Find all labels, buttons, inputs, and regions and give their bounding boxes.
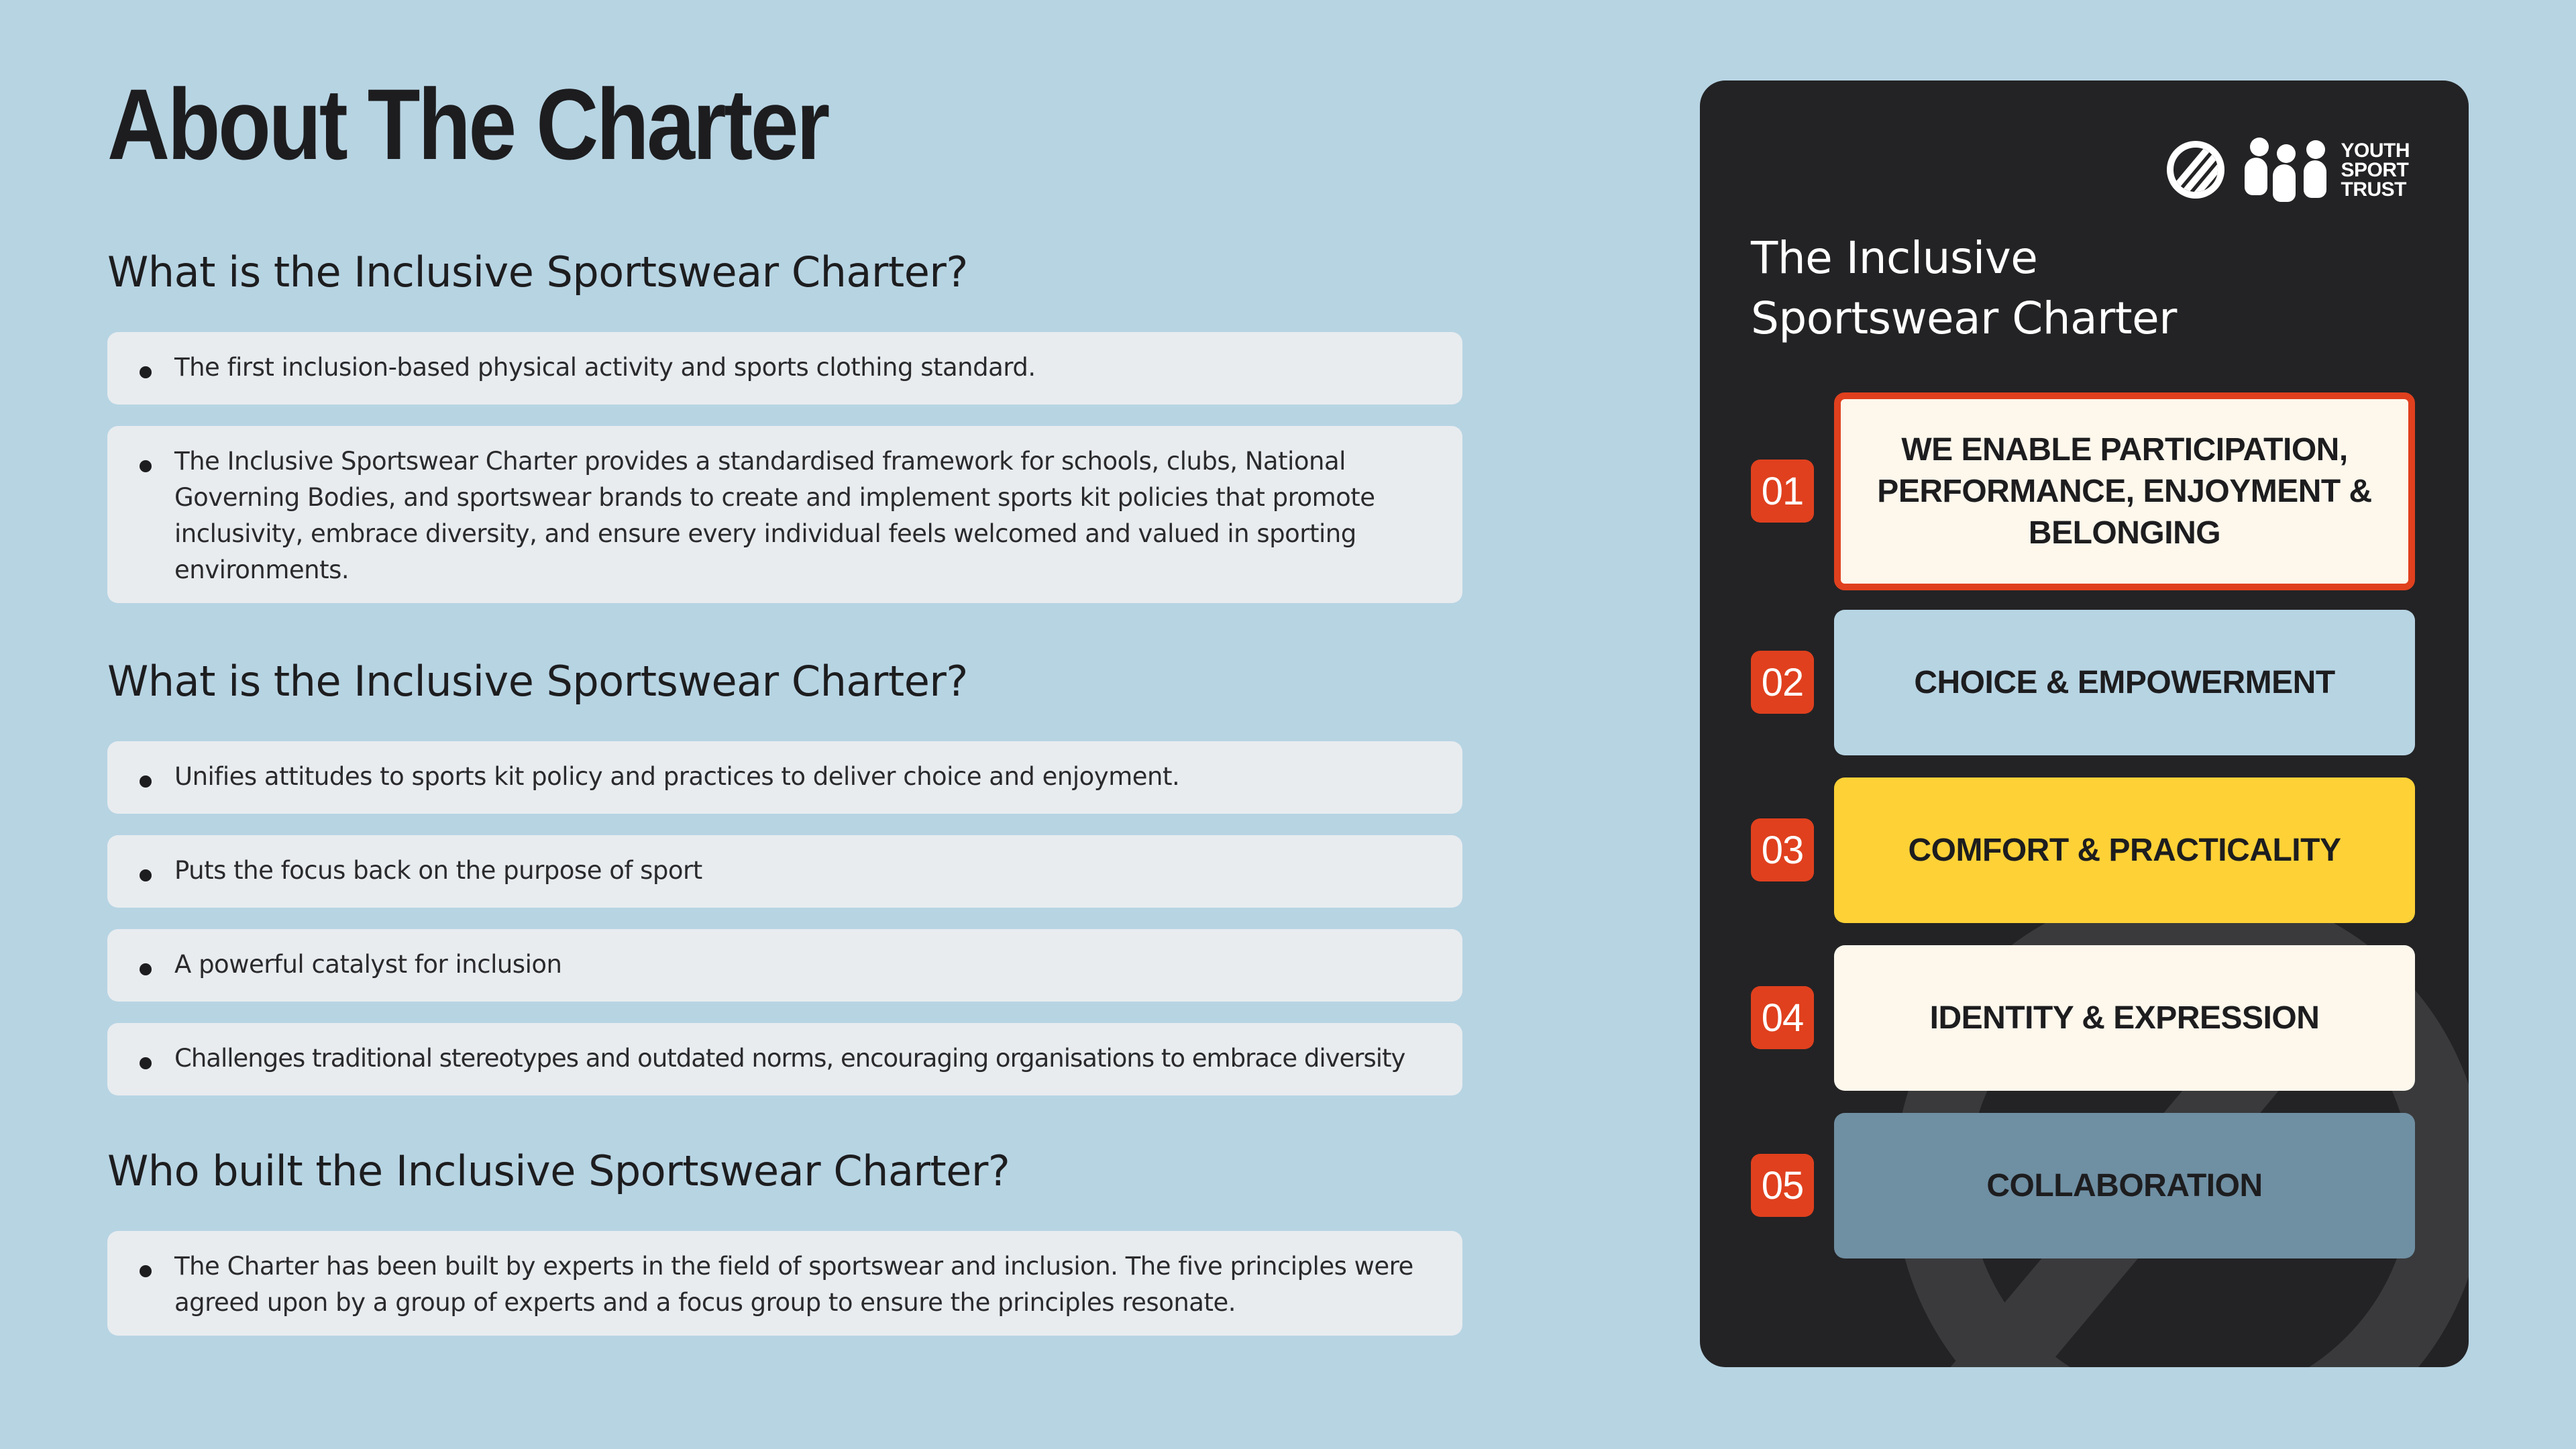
bullet-text: Challenges traditional stereotypes and outdated norms, encouraging organisations to embrace diversity — [174, 1044, 1405, 1073]
page-title: About The Charter — [107, 68, 828, 180]
principle-item — [1751, 777, 2415, 923]
bullet-text: The Charter has been built by experts in the field of sportswear and inclusion. The five principles were agreed upon by a group of experts and a focus group to ensure the principles resonate. — [174, 1252, 1413, 1317]
principle-number: 02 — [1751, 651, 1814, 714]
bullet-card — [107, 929, 1462, 1002]
panel-title: The Inclusive Sportswear Charter — [1751, 232, 2177, 344]
principle-item — [1751, 1113, 2415, 1258]
principle-item — [1751, 610, 2415, 755]
principle-item — [1751, 392, 2415, 590]
principle-number: 05 — [1751, 1154, 1814, 1217]
bullet-dot-icon — [140, 1057, 152, 1069]
principle-label: WE ENABLE PARTICIPATION, PERFORMANCE, ENJOYMENT & BELONGING — [1834, 392, 2415, 590]
bullet-text: A powerful catalyst for inclusion — [174, 950, 562, 979]
slashed-circle-icon — [2167, 141, 2224, 199]
bullet-card — [107, 741, 1462, 814]
bullet-text: The first inclusion-based physical activity and sports clothing standard. — [174, 353, 1036, 382]
bullet-list-who-built — [107, 1231, 1462, 1357]
principle-label: COMFORT & PRACTICALITY — [1834, 777, 2415, 923]
principle-number: 03 — [1751, 818, 1814, 881]
section-heading-who-built: Who built the Inclusive Sportswear Charter? — [107, 1146, 1010, 1195]
people-figures-icon — [2245, 138, 2332, 202]
bullet-dot-icon — [140, 366, 152, 378]
bullet-list-purpose — [107, 741, 1462, 1117]
bullet-text: The Inclusive Sportswear Charter provides a standardised framework for schools, clubs, National Governing Bodies, and sportswear brands to create and implement sports kit policies that promote inclusivity, embrace diversity, and ensure every individual feels welcomed and valued in sporting environments. — [174, 447, 1375, 584]
bullet-dot-icon — [140, 460, 152, 472]
bullet-card — [107, 332, 1462, 405]
content-column — [107, 68, 1462, 1317]
principle-number: 01 — [1751, 460, 1814, 523]
principle-label: IDENTITY & EXPRESSION — [1834, 945, 2415, 1091]
bullet-dot-icon — [140, 1265, 152, 1277]
bullet-list-what-is — [107, 332, 1462, 625]
bullet-dot-icon — [140, 963, 152, 975]
bullet-card — [107, 426, 1462, 603]
bullet-text: Puts the focus back on the purpose of sport — [174, 856, 702, 885]
bullet-text: Unifies attitudes to sports kit policy and practices to deliver choice and enjoyment. — [174, 762, 1180, 791]
youth-sport-trust-logo — [2167, 133, 2410, 207]
section-heading-purpose: What is the Inclusive Sportswear Charter? — [107, 657, 968, 706]
principle-number: 04 — [1751, 986, 1814, 1049]
principle-label: COLLABORATION — [1834, 1113, 2415, 1258]
principle-label: CHOICE & EMPOWERMENT — [1834, 610, 2415, 755]
bullet-dot-icon — [140, 775, 152, 788]
bullet-card — [107, 835, 1462, 908]
logo-wordmark: YOUTH SPORT TRUST — [2341, 139, 2410, 201]
section-heading-what-is: What is the Inclusive Sportswear Charter? — [107, 248, 968, 297]
bullet-card — [107, 1023, 1462, 1095]
charter-panel — [1700, 80, 2469, 1367]
principle-item — [1751, 945, 2415, 1091]
bullet-card — [107, 1231, 1462, 1336]
bullet-dot-icon — [140, 869, 152, 881]
